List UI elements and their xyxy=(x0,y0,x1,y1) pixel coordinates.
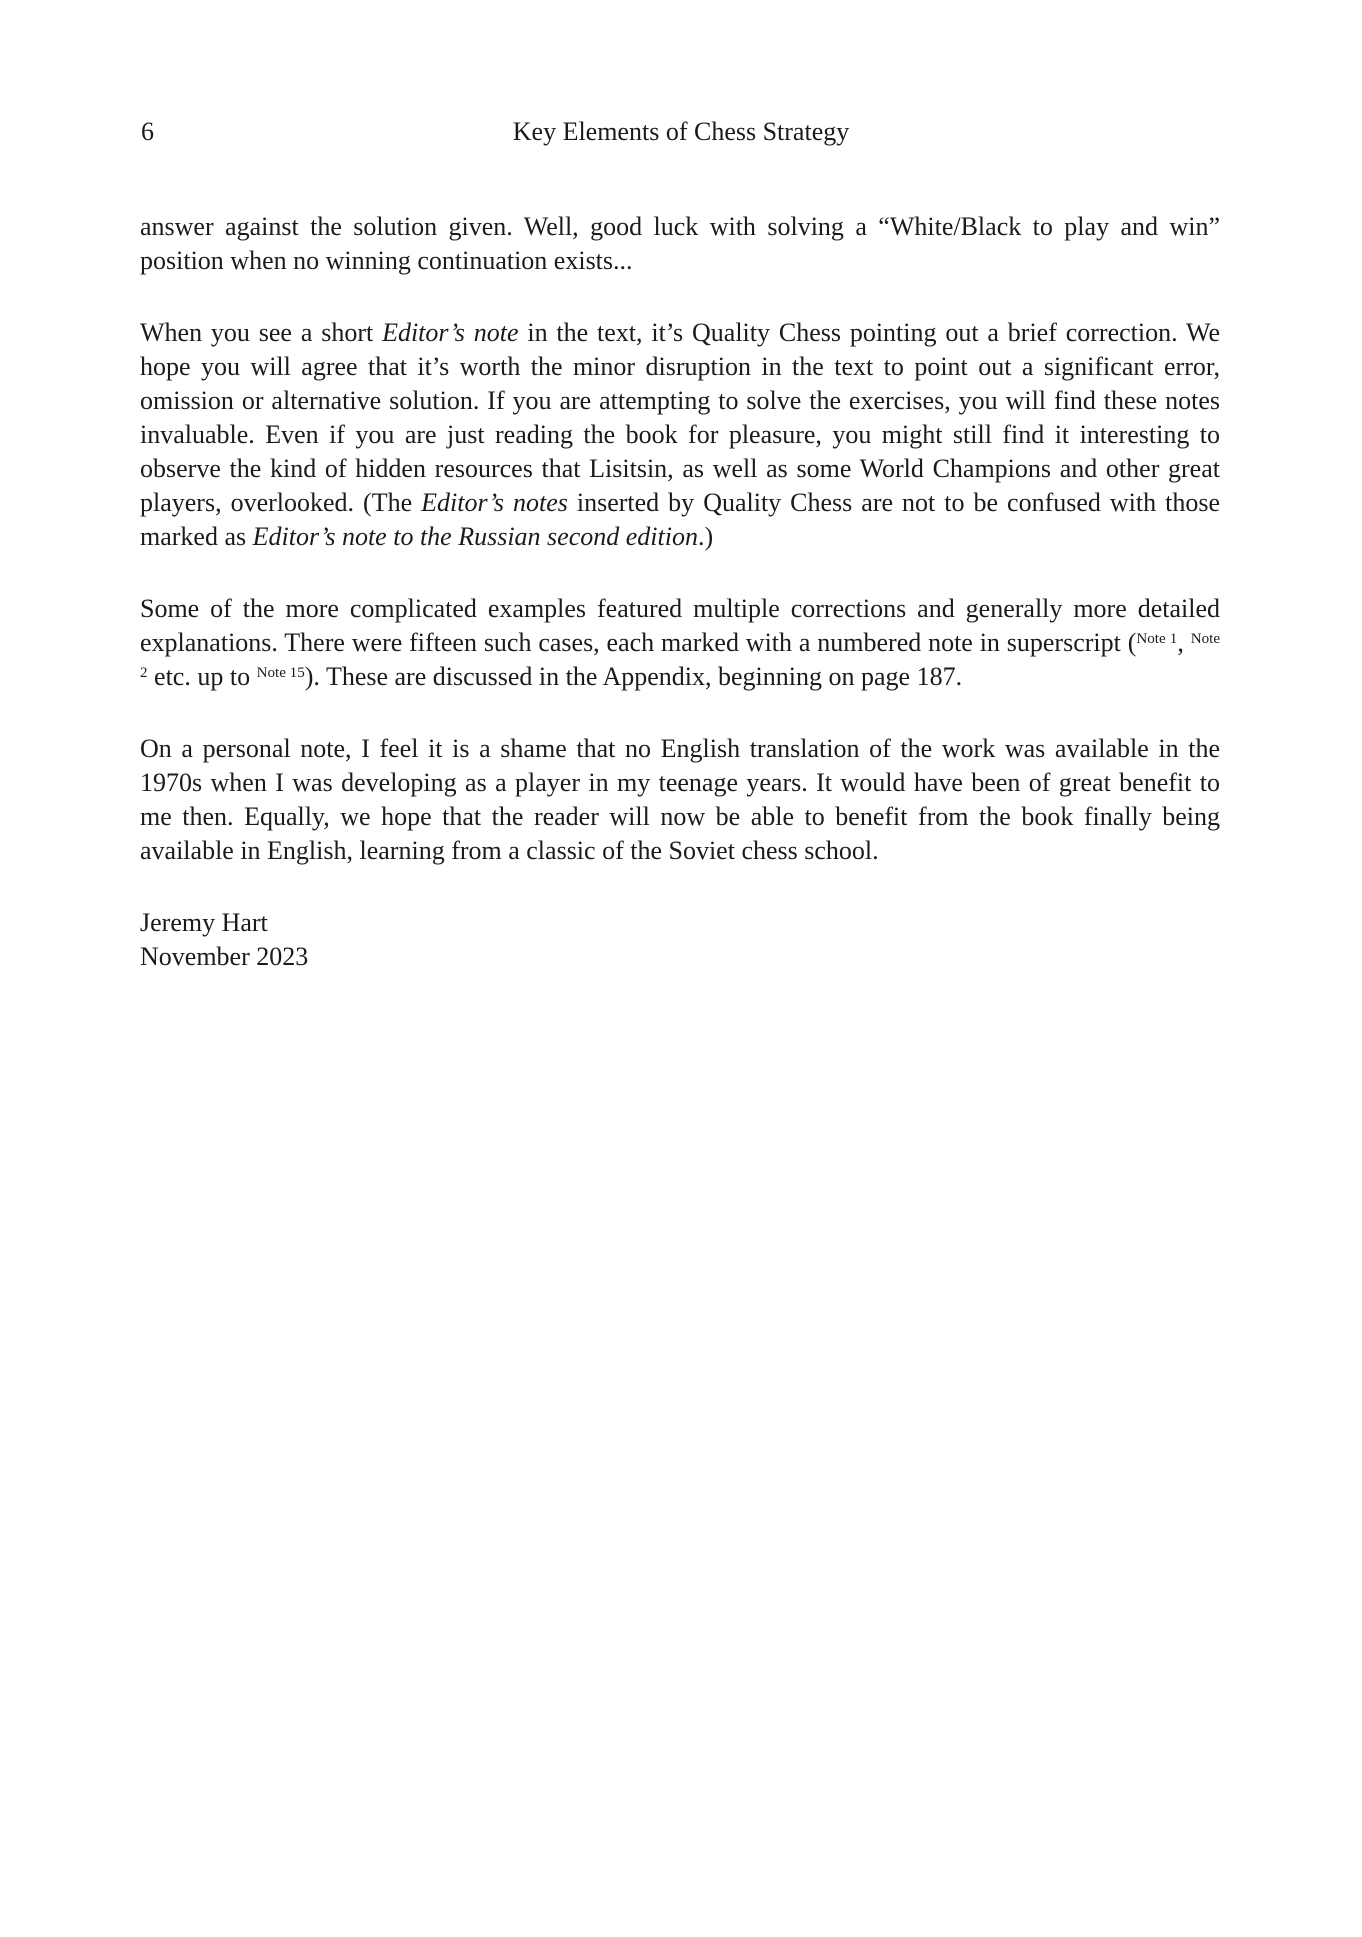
signature-block xyxy=(140,906,1220,974)
running-title: Key Elements of Chess Strategy xyxy=(512,117,850,146)
paragraph-2: When you see a short Editor’s note in the text, it’s Quality Chess pointing out a brief correction. We hope you will agree that it’s worth the minor disruption in the text to point out a significant error, omission or alternative solution. If you are attempting to solve the exercises, you will find these notes invaluable. Even if you are just reading the book for pleasure, you might still find it interesting to observe the kind of hidden resources that Lisitsin, as well as some World Champions and other great players, overlooked. (The Editor’s notes inserted by Quality Chess are not to be confused with those marked as Editor’s note to the Russian second edition.) xyxy=(140,318,1221,551)
paragraph-3: Some of the more complicated examples featured multiple corrections and generally more detailed explanations. There were fifteen such cases, each marked with a numbered note in superscript ($^{Note 1}$, $^{Note 2}$ etc. up to $^{Note 15}$). These are discussed in the Appendix, beginning on page 187. xyxy=(140,594,1221,691)
paragraph-4: On a personal note, I feel it is a shame that no English translation of the work was available in the 1970s when I was developing as a player in my teenage years. It would have been of great benefit to me then. Equally, we hope that the reader will now be able to benefit from the book finally being available in English, learning from a classic of the Soviet chess school. xyxy=(140,734,1220,865)
signature-name: Jeremy Hart xyxy=(140,908,268,937)
page-header xyxy=(0,115,1362,149)
signature-date: November 2023 xyxy=(140,942,309,971)
page-number: 6 xyxy=(141,117,154,146)
page-body xyxy=(140,210,1220,974)
paragraph-1: answer against the solution given. Well, good luck with solving a “White/Black to play and win” position when no winning continuation exists... xyxy=(140,212,1220,275)
